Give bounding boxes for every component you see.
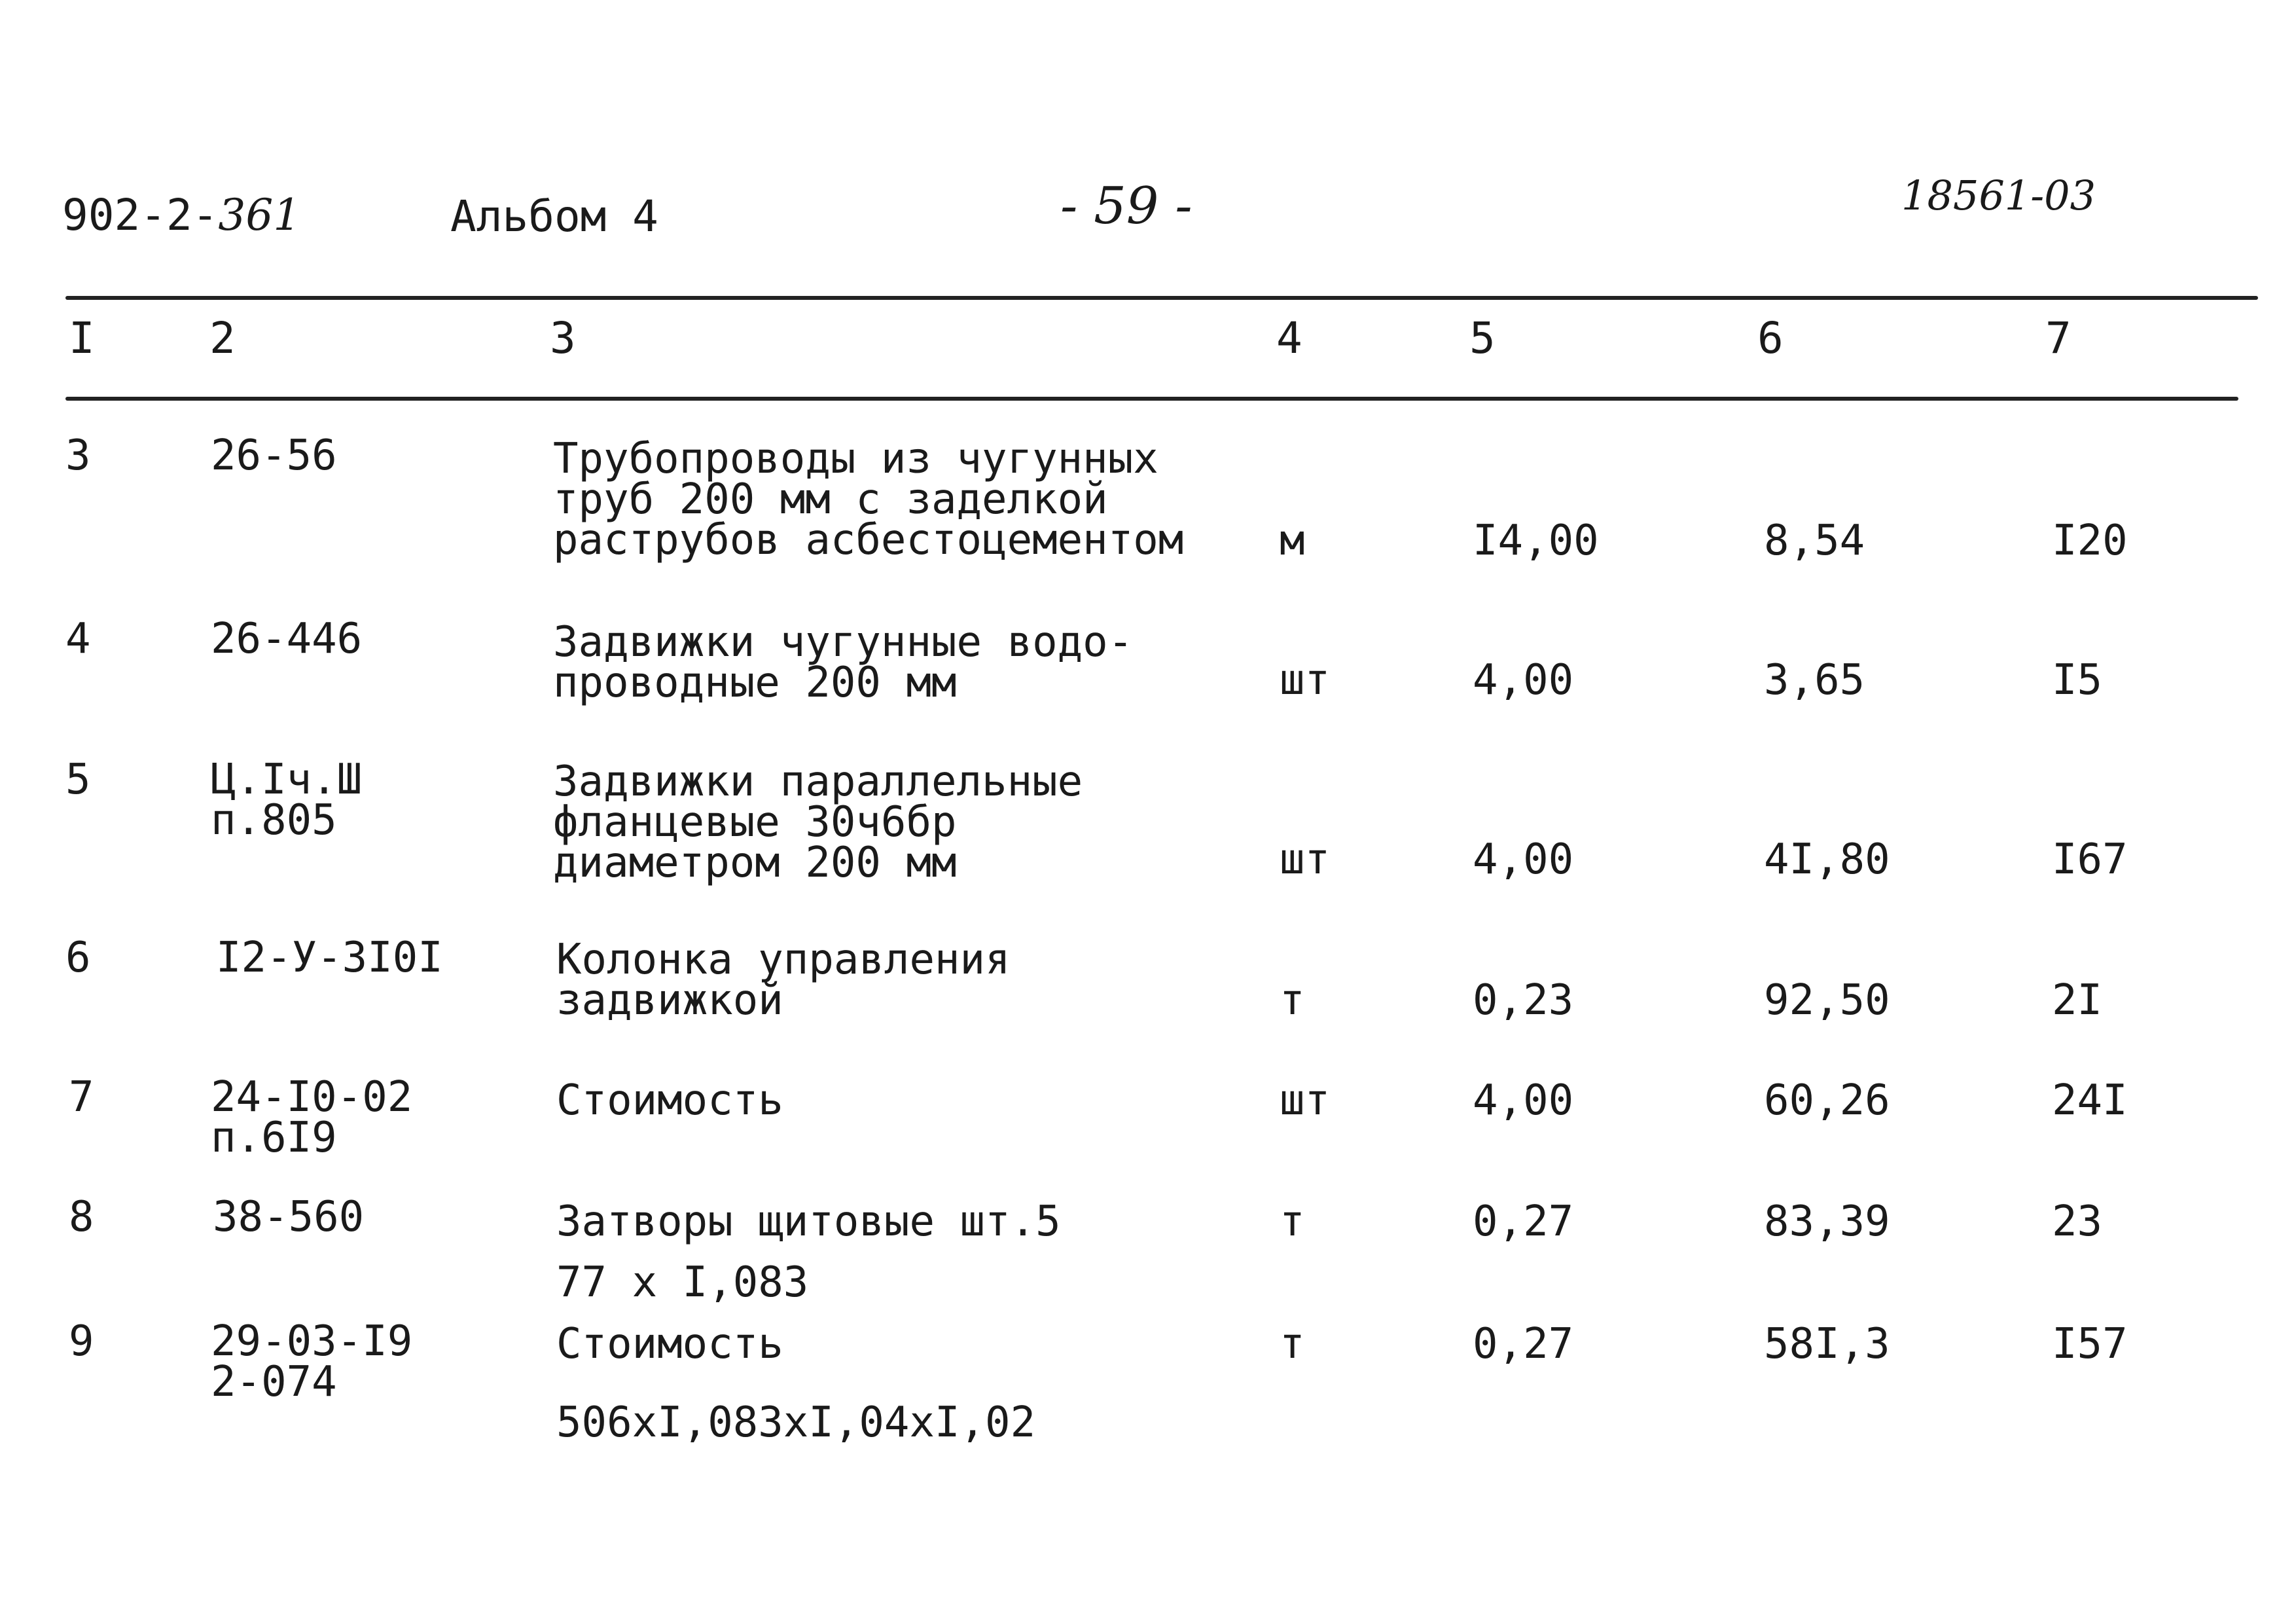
rate-code: 38-560	[213, 1193, 365, 1241]
row-number: 6	[65, 934, 91, 982]
column-header-6: 6	[1757, 313, 1784, 363]
unit: т	[1280, 1197, 1305, 1246]
unit-price: 4I,80	[1764, 835, 1890, 884]
reference-number: 18561-03	[1901, 172, 2096, 219]
rate-code: Ц.Iч.Ш п.805	[211, 756, 363, 845]
calculation-note: 506xI,083xI,04xI,02	[556, 1398, 1036, 1447]
item-name: Колонка управления задвижкой	[556, 936, 1011, 1025]
unit-price: 60,26	[1764, 1076, 1890, 1125]
unit-price: 8,54	[1764, 517, 1865, 565]
document-code	[62, 190, 300, 240]
total: I5	[2052, 656, 2103, 704]
total: I20	[2052, 517, 2128, 565]
rate-code: 26-446	[211, 615, 363, 663]
item-name: Задвижки параллельные фланцевые 30ч6бр диаметром 200 мм	[553, 757, 1083, 887]
quantity: 0,27	[1473, 1197, 1574, 1246]
column-header-1: I	[69, 313, 95, 363]
document-code-handwritten: 361	[218, 190, 301, 240]
quantity: 0,27	[1473, 1320, 1574, 1368]
row-number: 4	[65, 615, 91, 663]
quantity: 4,00	[1473, 656, 1574, 704]
total: I67	[2052, 835, 2128, 884]
item-name: Трубопроводы из чугунных труб 200 мм с заделкой раструбов асбестоцементом	[553, 435, 1184, 564]
rate-code: 26-56	[211, 431, 337, 480]
unit: т	[1280, 1320, 1305, 1368]
unit: т	[1280, 976, 1305, 1025]
rate-code: 29-03-I9 2-074	[211, 1317, 413, 1406]
row-number: 8	[69, 1193, 94, 1241]
row-number: 3	[65, 431, 91, 480]
quantity: 4,00	[1473, 835, 1574, 884]
top-rule	[65, 296, 2258, 300]
document-code-prefix: 902-2-	[62, 190, 219, 240]
total: 23	[2052, 1197, 2103, 1246]
unit-price: 58I,3	[1764, 1320, 1890, 1368]
unit: шт	[1280, 1076, 1331, 1125]
column-header-7: 7	[2045, 313, 2072, 363]
item-name: Стоимость	[556, 1076, 783, 1125]
album-label: Альбом 4	[450, 191, 658, 242]
header-rule	[65, 397, 2238, 401]
unit: м	[1280, 517, 1305, 565]
column-header-2: 2	[209, 313, 236, 363]
total: I57	[2052, 1320, 2128, 1368]
total: 2I	[2052, 976, 2103, 1025]
row-number: 5	[65, 756, 91, 804]
unit-price: 92,50	[1764, 976, 1890, 1025]
quantity: I4,00	[1473, 517, 1599, 565]
item-name: Затворы щитовые шт.5	[556, 1197, 1061, 1246]
unit: шт	[1280, 835, 1331, 884]
row-number: 9	[69, 1317, 94, 1366]
unit-price: 3,65	[1764, 656, 1865, 704]
column-header-5: 5	[1469, 313, 1496, 363]
item-name: Задвижки чугунные водо- проводные 200 мм	[553, 618, 1134, 707]
column-header-4: 4	[1276, 313, 1302, 363]
rate-code: I2-У-3I0I	[216, 934, 443, 982]
page-number: - 59 -	[1060, 177, 1193, 236]
unit: шт	[1280, 656, 1331, 704]
quantity: 0,23	[1473, 976, 1574, 1025]
unit-price: 83,39	[1764, 1197, 1890, 1246]
total: 24I	[2052, 1076, 2128, 1125]
quantity: 4,00	[1473, 1076, 1574, 1125]
item-name: Стоимость	[556, 1320, 783, 1368]
calculation-note: 77 x I,083	[556, 1258, 809, 1307]
column-header-3: 3	[550, 313, 576, 363]
rate-code: 24-I0-02 п.6I9	[211, 1073, 413, 1162]
row-number: 7	[69, 1073, 94, 1122]
